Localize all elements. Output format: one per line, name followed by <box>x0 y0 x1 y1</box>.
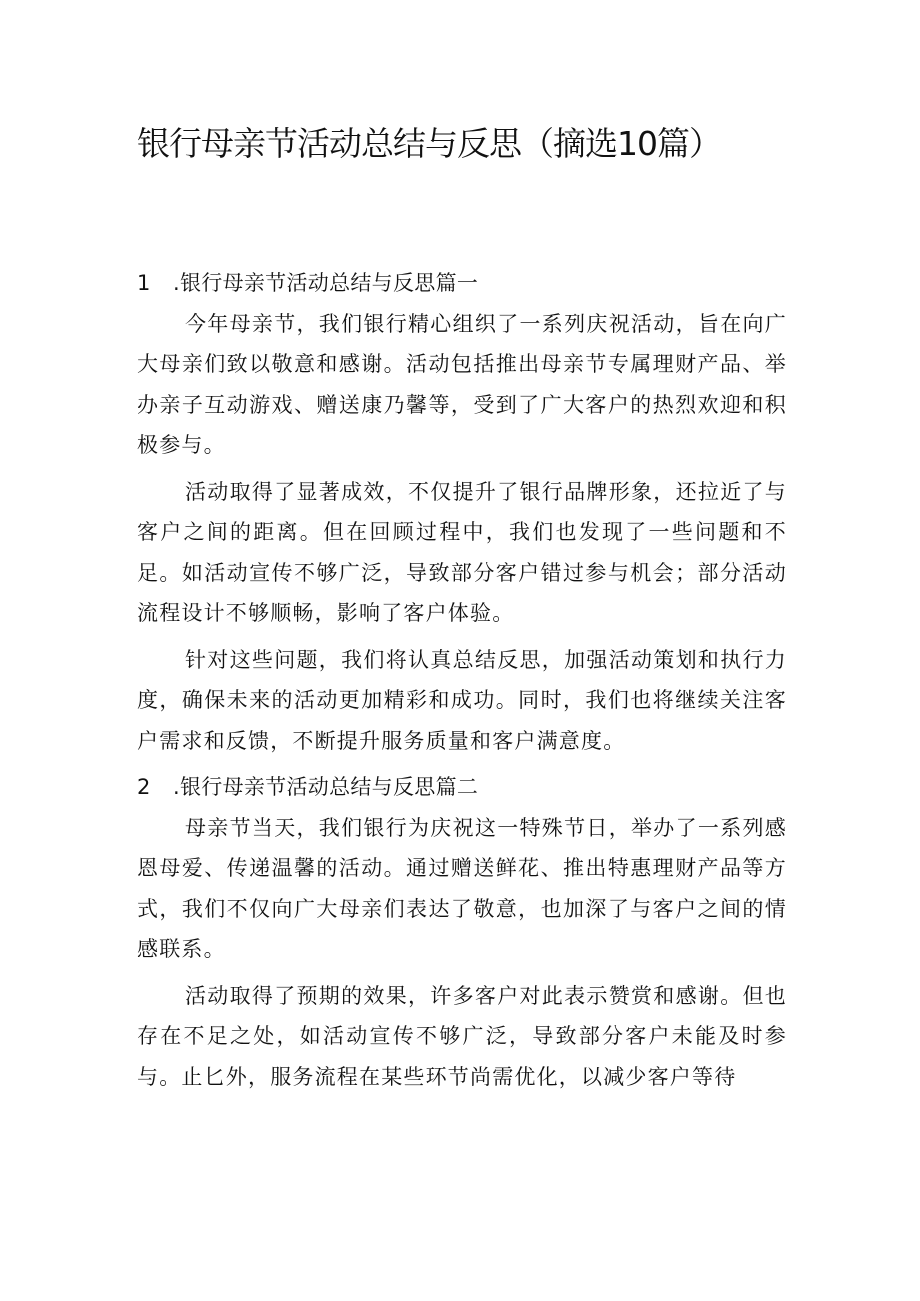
section-1 <box>137 263 787 761</box>
paragraph: 活动取得了显著成效，不仅提升了银行品牌形象，还拉近了与客户之间的距离。但在回顾过程中，我们也发现了一些问题和不足。如活动宣传不够广泛，导致部分客户错过参与机会；部分活动流程设计不够顺畅，影响了客户体验。 <box>137 479 787 625</box>
section-heading-text: .银行母亲节活动总结与反思篇一 <box>173 271 479 295</box>
paragraph: 活动取得了预期的效果，许多客户对此表示赞赏和感谢。但也存在不足之处，如活动宣传不够广泛，导致部分客户未能及时参与。止匕外，服务流程在某些环节尚需优化，以减少客户等待 <box>137 983 787 1089</box>
section-heading <box>137 263 787 304</box>
section-heading-text: .银行母亲节活动总结与反思篇二 <box>173 775 479 799</box>
section-number: 1 <box>137 271 151 295</box>
paragraph: 母亲节当天，我们银行为庆祝这一特殊节日，举办了一系列感恩母爱、传递温馨的活动。通过赠送鲜花、推出特惠理财产品等方式，我们不仅向广大母亲们表达了敬意，也加深了与客户之间的情感联系。 <box>137 815 787 961</box>
paragraph: 今年母亲节，我们银行精心组织了一系列庆祝活动，旨在向广大母亲们致以敬意和感谢。活动包括推出母亲节专属理财产品、举办亲子互动游戏、赠送康乃馨等，受到了广大客户的热烈欢迎和积极参与。 <box>137 311 787 457</box>
document-body <box>137 263 787 1103</box>
section-number: 2 <box>137 775 151 799</box>
section-2 <box>137 767 787 1097</box>
paragraph: 针对这些问题，我们将认真总结反思，加强活动策划和执行力度，确保未来的活动更加精彩和成功。同时，我们也将继续关注客户需求和反馈，不断提升服务质量和客户满意度。 <box>137 647 787 753</box>
document-title: 银行母亲节活动总结与反思（摘选10篇） <box>137 124 721 163</box>
section-heading <box>137 767 787 808</box>
